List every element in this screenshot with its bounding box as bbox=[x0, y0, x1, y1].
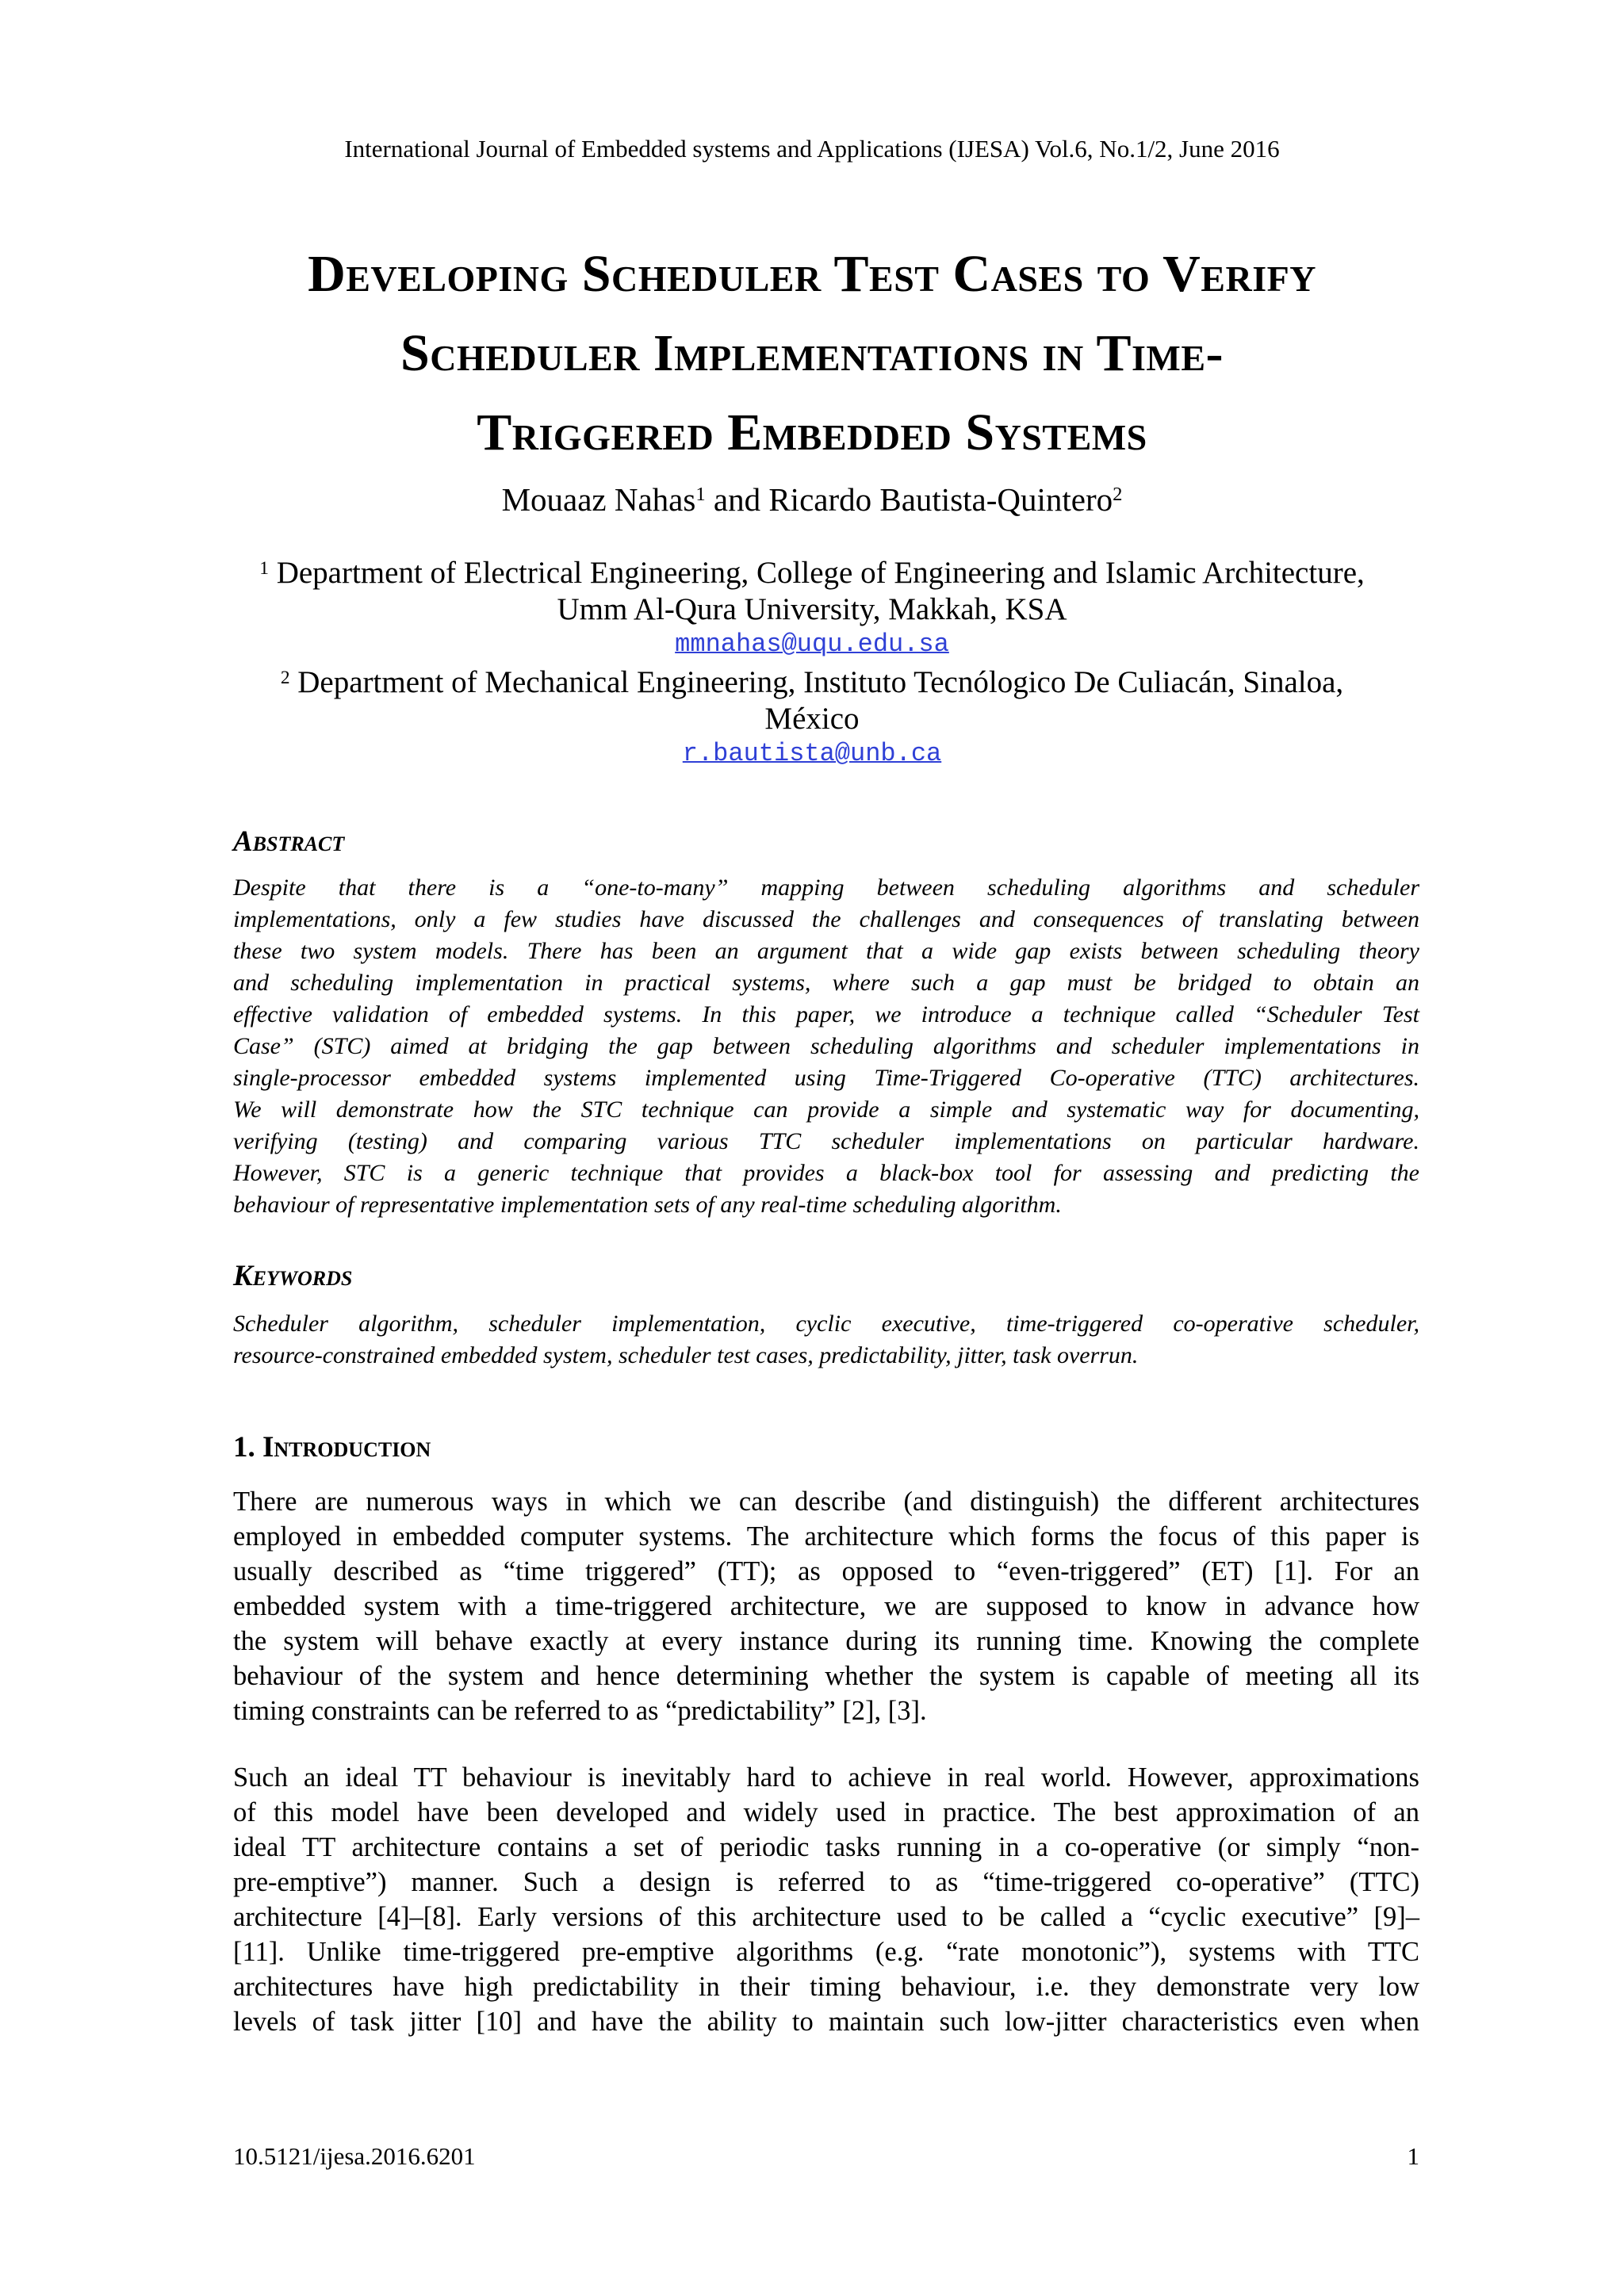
intro-paragraph-2 bbox=[233, 1760, 1419, 2039]
abstract-line: single-processor embedded systems implemented using Time-Triggered Co-operative (TTC) architectures. bbox=[233, 1065, 1419, 1091]
paragraph-line: timing constraints can be referred to as “predictability” [2], [3]. bbox=[233, 1696, 927, 1726]
paragraph-line: usually described as “time triggered” (TT); as opposed to “even-triggered” (ET) [1]. For an bbox=[233, 1556, 1419, 1586]
keywords-heading: Keywords bbox=[233, 1260, 353, 1292]
abstract-line: However, STC is a generic technique that provides a black-box tool for assessing and predicting the bbox=[233, 1160, 1419, 1186]
email-link[interactable]: r.bautista@unb.ca bbox=[682, 739, 942, 768]
author-name: Ricardo Bautista-Quintero bbox=[768, 481, 1113, 518]
paragraph-line: employed in embedded computer systems. The architecture which forms the focus of this paper is bbox=[233, 1521, 1419, 1552]
affiliation-text: México bbox=[764, 702, 860, 736]
paragraph-line: pre-emptive”) manner. Such a design is referred to as “time-triggered co-operative” (TTC) bbox=[233, 1867, 1419, 1897]
abstract-line: verifying (testing) and comparing various TTC scheduler implementations on particular hardware. bbox=[233, 1128, 1419, 1154]
abstract-body bbox=[233, 872, 1419, 1221]
affiliation-text: Department of Electrical Engineering, College of Engineering and Islamic Architecture, bbox=[268, 556, 1365, 590]
abstract-line: implementations, only a few studies have discussed the challenges and consequences of translating between bbox=[233, 906, 1419, 932]
paragraph-line: levels of task jitter [10] and have the ability to maintain such low-jitter characteristics even when bbox=[233, 2007, 1419, 2037]
paragraph-line: architectures have high predictability in their timing behaviour, i.e. they demonstrate very low bbox=[233, 1972, 1419, 2002]
doi-footer: 10.5121/ijesa.2016.6201 bbox=[233, 2142, 476, 2170]
abstract-line: We will demonstrate how the STC technique can provide a simple and systematic way for documenting, bbox=[233, 1096, 1419, 1123]
author-affiliation-marker: 2 bbox=[1113, 484, 1123, 505]
paragraph-line: the system will behave exactly at every instance during its running time. Knowing the complete bbox=[233, 1626, 1419, 1656]
abstract-line: these two system models. There has been an argument that a wide gap exists between scheduling theory bbox=[233, 938, 1419, 964]
author-list bbox=[0, 479, 1624, 520]
paragraph-line: of this model have been developed and widely used in practice. The best approximation of an bbox=[233, 1797, 1419, 1827]
affiliation-2 bbox=[159, 664, 1465, 771]
title-line: Developing Scheduler Test Cases to Verify bbox=[308, 245, 1316, 303]
intro-paragraph-1 bbox=[233, 1484, 1419, 1728]
affiliation-marker: 1 bbox=[259, 558, 269, 579]
paragraph-line: [11]. Unlike time-triggered pre-emptive algorithms (e.g. “rate monotonic”), systems with TTC bbox=[233, 1937, 1419, 1967]
abstract-line: Case” (STC) aimed at bridging the gap between scheduling algorithms and scheduler implementations in bbox=[233, 1033, 1419, 1059]
paragraph-line: There are numerous ways in which we can describe (and distinguish) the different architectures bbox=[233, 1487, 1419, 1517]
affiliation-marker: 2 bbox=[280, 668, 290, 688]
affiliation-1 bbox=[159, 555, 1465, 661]
paragraph-line: ideal TT architecture contains a set of periodic tasks running in a co-operative (or simply “non- bbox=[233, 1832, 1419, 1862]
keywords-body bbox=[233, 1308, 1419, 1372]
author-name: Mouaaz Nahas bbox=[501, 481, 696, 518]
abstract-line: Despite that there is a “one-to-many” mapping between scheduling algorithms and scheduler bbox=[233, 874, 1419, 901]
keywords-line: Scheduler algorithm, scheduler implementation, cyclic executive, time-triggered co-operative scheduler, bbox=[233, 1311, 1419, 1337]
abstract-heading: Abstract bbox=[233, 825, 345, 858]
title-line: Scheduler Implementations in Time- bbox=[400, 324, 1224, 382]
paragraph-line: behaviour of the system and hence determining whether the system is capable of meeting all its bbox=[233, 1661, 1419, 1691]
affiliation-text: Department of Mechanical Engineering, Instituto Tecnólogico De Culiacán, Sinaloa, bbox=[289, 665, 1344, 699]
author-connector: and bbox=[705, 481, 769, 518]
affiliation-text: Umm Al-Qura University, Makkah, KSA bbox=[557, 592, 1067, 626]
abstract-line: effective validation of embedded systems. In this paper, we introduce a technique called “Scheduler Test bbox=[233, 1001, 1419, 1027]
running-head: International Journal of Embedded systems and Applications (IJESA) Vol.6, No.1/2, June 2016 bbox=[344, 135, 1280, 163]
abstract-line: and scheduling implementation in practical systems, where such a gap must be bridged to obtain an bbox=[233, 970, 1419, 996]
author-affiliation-marker: 1 bbox=[695, 484, 706, 505]
title-line: Triggered Embedded Systems bbox=[477, 404, 1147, 461]
abstract-line: behaviour of representative implementation sets of any real-time scheduling algorithm. bbox=[233, 1192, 1062, 1218]
paragraph-line: architecture [4]–[8]. Early versions of this architecture used to be called a “cyclic executive” [9]– bbox=[233, 1902, 1419, 1932]
paper-title bbox=[119, 235, 1505, 473]
paragraph-line: embedded system with a time-triggered architecture, we are supposed to know in advance how bbox=[233, 1591, 1419, 1621]
keywords-line: resource-constrained embedded system, scheduler test cases, predictability, jitter, task overrun. bbox=[233, 1342, 1139, 1368]
introduction-heading: 1. Introduction bbox=[233, 1431, 431, 1464]
paragraph-line: Such an ideal TT behaviour is inevitably hard to achieve in real world. However, approximations bbox=[233, 1762, 1419, 1793]
email-link[interactable]: mmnahas@uqu.edu.sa bbox=[675, 629, 949, 659]
page-number: 1 bbox=[1407, 2142, 1419, 2170]
